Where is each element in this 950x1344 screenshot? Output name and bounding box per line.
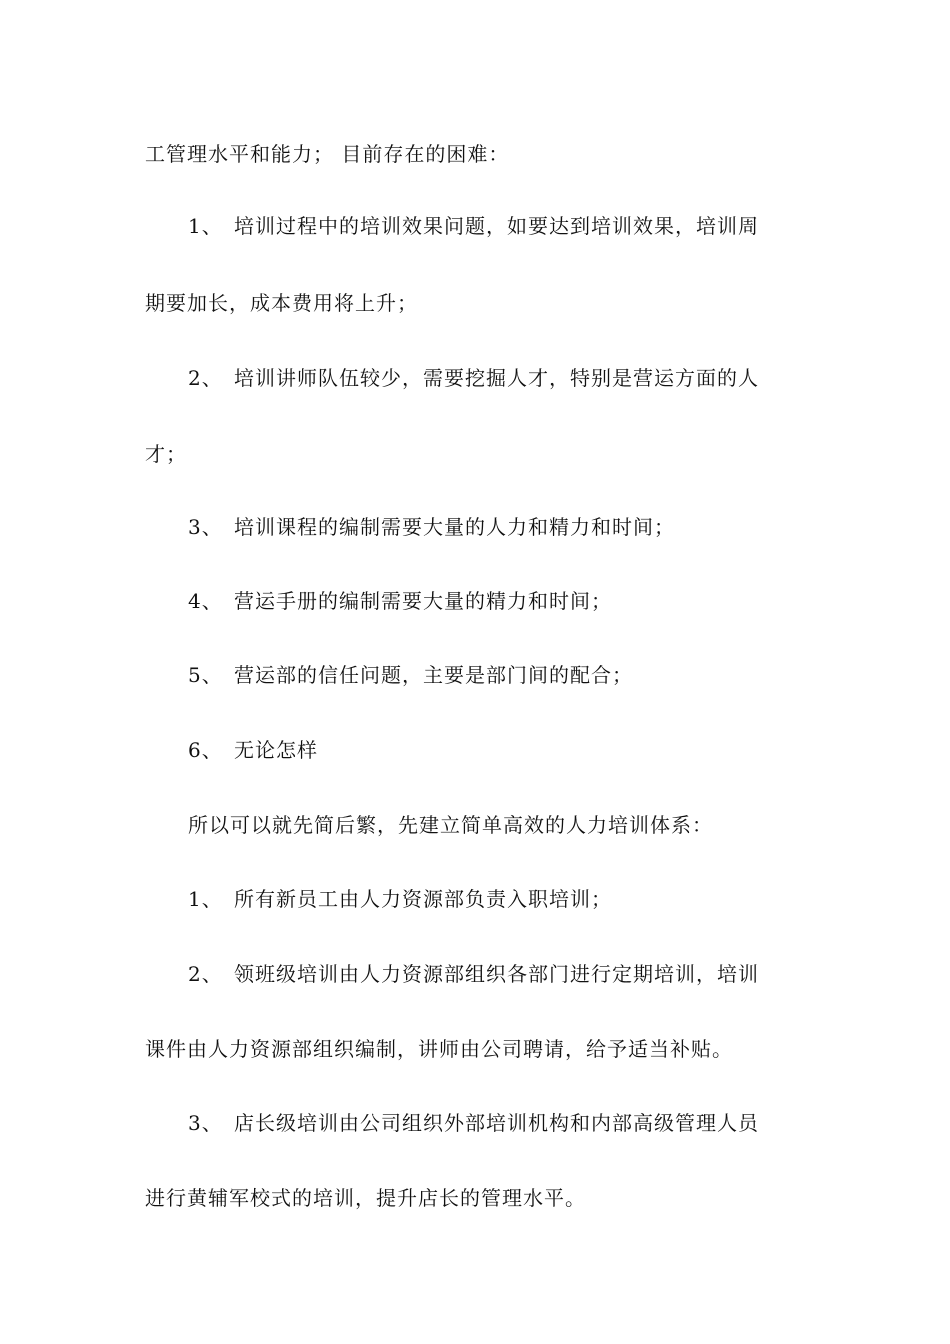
line-text: 所以可以就先简后繁，先建立简单高效的人力培训体系：: [188, 813, 713, 837]
text-line: [145, 140, 509, 168]
item-text: 营运部的信任问题，主要是部门间的配合；: [234, 663, 633, 687]
item-number: 3、: [188, 1111, 223, 1135]
item-number: 1、: [188, 887, 223, 911]
line-text: 才；: [145, 442, 187, 466]
item-number: 5、: [188, 663, 223, 687]
list-item: [188, 736, 318, 764]
list-item: [188, 885, 612, 913]
list-item: [188, 960, 759, 988]
item-number: 6、: [188, 738, 223, 762]
item-text: 所有新员工由人力资源部负责入职培训；: [234, 887, 612, 911]
item-number: 2、: [188, 962, 223, 986]
item-number: 1、: [188, 214, 223, 238]
line-text: 工管理水平和能力； 目前存在的困难：: [145, 142, 510, 166]
item-text: 店长级培训由公司组织外部培训机构和内部高级管理人员: [234, 1111, 759, 1135]
text-line: [145, 1035, 733, 1063]
list-item: [188, 212, 759, 240]
line-text: 期要加长，成本费用将上升；: [145, 291, 418, 315]
item-number: 4、: [188, 589, 223, 613]
text-line: [145, 440, 187, 468]
item-text: 培训课程的编制需要大量的人力和精力和时间；: [234, 515, 675, 539]
list-item: [188, 661, 633, 689]
text-line: [145, 1184, 586, 1212]
list-item: [188, 364, 759, 392]
line-text: 进行黄辅军校式的培训，提升店长的管理水平。: [145, 1186, 586, 1210]
item-text: 培训过程中的培训效果问题，如要达到培训效果，培训周: [234, 214, 759, 238]
item-text: 领班级培训由人力资源部组织各部门进行定期培训，培训: [234, 962, 759, 986]
list-item: [188, 587, 612, 615]
item-text: 营运手册的编制需要大量的精力和时间；: [234, 589, 612, 613]
item-text: 培训讲师队伍较少，需要挖掘人才，特别是营运方面的人: [234, 366, 759, 390]
text-line: [145, 289, 418, 317]
text-line: [188, 811, 713, 839]
list-item: [188, 513, 675, 541]
item-number: 3、: [188, 515, 223, 539]
line-text: 课件由人力资源部组织编制，讲师由公司聘请，给予适当补贴。: [145, 1037, 733, 1061]
item-text: 无论怎样: [234, 738, 318, 762]
item-number: 2、: [188, 366, 223, 390]
list-item: [188, 1109, 759, 1137]
